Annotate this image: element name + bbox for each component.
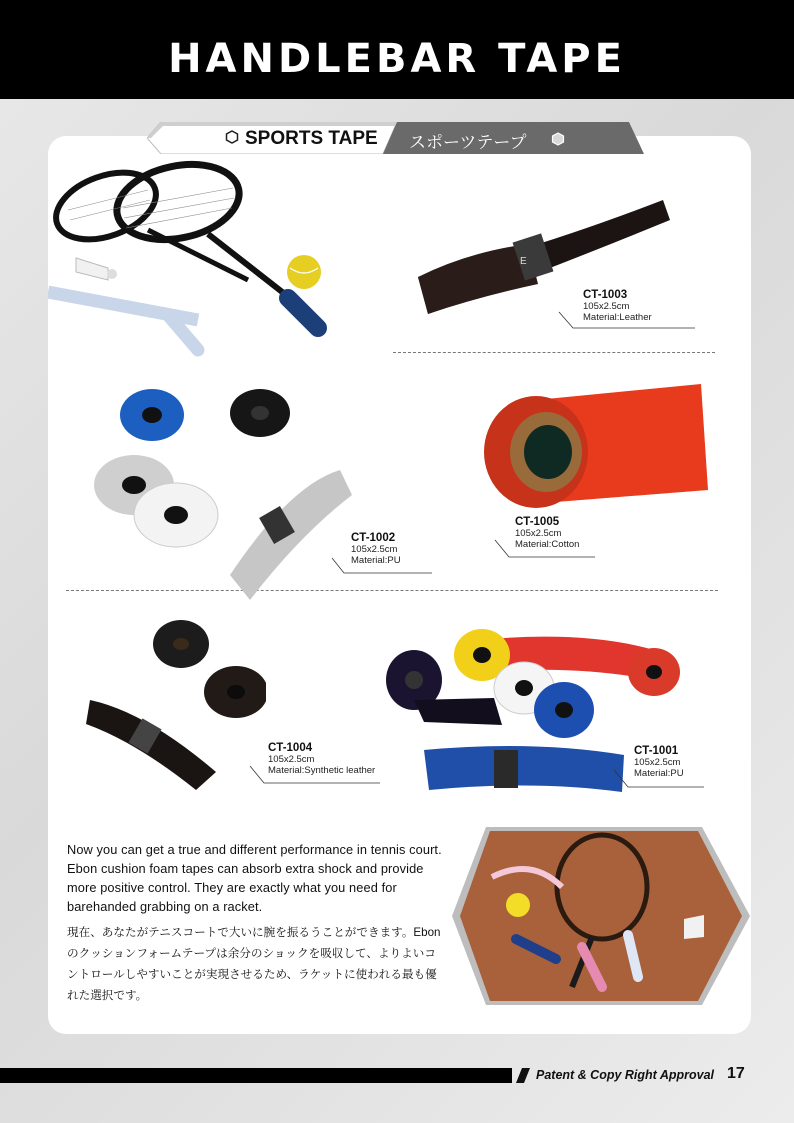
page-title: HANDLEBAR TAPE (168, 36, 626, 82)
description-japanese: 現在、あなたがテニスコートで大いに腕を振るうことができます。Ebonのクッションフォームテープは余分のショックを吸収して、よりよいコントロールしやすいことが実現させるため、ラケットに使われる最も優れた選択です。 (67, 926, 441, 1002)
section-title-en: SPORTS TAPE (245, 128, 378, 149)
product-material: Material:Synthetic leather (268, 765, 376, 776)
svg-text:E: E (520, 256, 527, 267)
product-code: CT-1005 (515, 516, 560, 528)
hexagon-icon (225, 130, 239, 144)
page-number: 17 (727, 1065, 745, 1082)
description-block (67, 840, 447, 1006)
rackets-illustration (48, 150, 348, 365)
section-title-jp: スポーツテープ (409, 133, 527, 152)
label-leader-line (612, 768, 707, 790)
label-leader-line (493, 538, 598, 560)
ct-1005-tape-image (476, 372, 716, 512)
hexagon-icon (551, 132, 565, 146)
product-code: CT-1003 (583, 289, 628, 301)
product-size: 105x2.5cm (583, 301, 630, 312)
page-header (0, 0, 794, 99)
product-code: CT-1004 (268, 742, 313, 754)
product-material: Material:PU (634, 768, 684, 779)
product-size: 105x2.5cm (515, 528, 562, 539)
description-english: Now you can get a true and different performance in tennis court. Ebon cushion foam tapes can absorb extra shock and provide more positive control. They are exactly what you need for barehanded grabbing on a racket. (67, 842, 442, 914)
footer-text: Patent & Copy Right Approval (536, 1068, 715, 1082)
label-leader-line (248, 764, 383, 786)
footer-slash-icon (516, 1068, 532, 1083)
product-size: 105x2.5cm (268, 754, 315, 765)
tennis-scene-photo (452, 827, 750, 1005)
footer-bar (0, 1068, 512, 1083)
product-material: Material:Leather (583, 312, 652, 323)
product-material: Material:PU (351, 555, 401, 566)
label-leader-line (330, 556, 435, 576)
label-leader-line (557, 310, 697, 330)
product-size: 105x2.5cm (351, 544, 398, 555)
ct-1002-tape-image (90, 375, 370, 605)
product-material: Material:Cotton (515, 539, 580, 550)
product-code: CT-1002 (351, 532, 396, 544)
product-code: CT-1001 (634, 745, 679, 757)
dashed-divider (393, 352, 715, 353)
product-size: 105x2.5cm (634, 757, 681, 768)
ct-1004-tape-image (86, 612, 266, 792)
